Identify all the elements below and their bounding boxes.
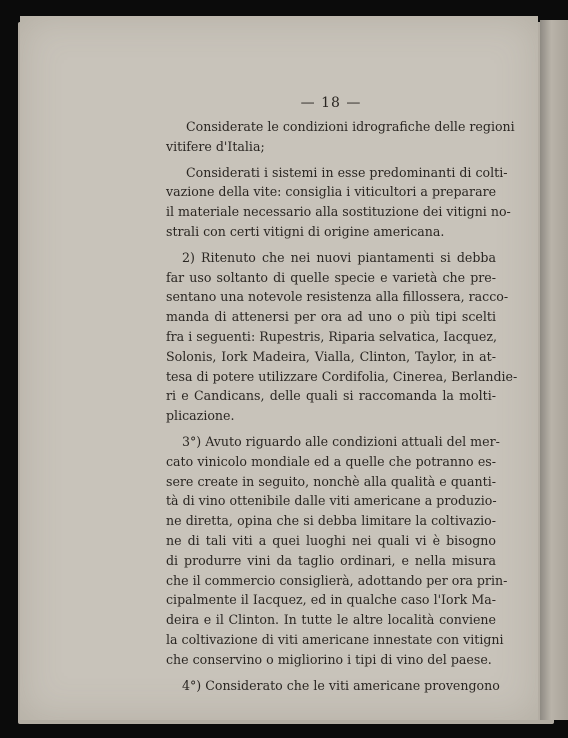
paragraph-ritenuto (166, 248, 518, 426)
paragraph-considerato (166, 676, 500, 696)
text-line: fra i seguenti: Rupestris, Riparia selvatica, Iacquez, (166, 328, 498, 344)
text-line: tà di vino ottenibile dalle viti americane a produzio- (166, 493, 497, 509)
text-line: plicazione. (166, 408, 235, 424)
text-line: che il commercio consiglierà, adottando per ora prin- (166, 572, 508, 588)
text-line: il materiale necessario alla sostituzione dei vitigni no- (166, 204, 511, 220)
text-line: 3°) Avuto riguardo alle condizioni attuali del mer- (182, 433, 500, 449)
page-text-block (166, 95, 518, 701)
text-line: di produrre vini da taglio ordinari, e nella misura (166, 552, 496, 568)
text-line: Considerati i sistemi in esse predominanti di colti- (186, 164, 508, 180)
text-line: 2) Ritenuto che nei nuovi piantamenti si debba (182, 249, 496, 265)
text-line: strali con certi vitigni di origine americana. (166, 223, 445, 239)
text-line: vazione della vite: consiglia i viticultori a preparare (166, 184, 497, 200)
paragraph-considerate (166, 117, 515, 157)
text-line: ri e Candicans, delle quali si raccomanda la molti- (166, 388, 496, 404)
text-line: Solonis, Iork Madeira, Vialla, Clinton, Taylor, in at- (166, 348, 496, 364)
page-number: — 18 — (300, 95, 362, 111)
text-line: cato vinicolo mondiale ed a quelle che potranno es- (166, 453, 496, 469)
paragraph-considerati (166, 163, 511, 242)
text-line: ne di tali viti a quei luoghi nei quali vi è bisogno (166, 532, 496, 548)
text-line: far uso soltanto di quelle specie e varietà che pre- (166, 269, 496, 285)
text-line: tesa di potere utilizzare Cordifolia, Cinerea, Berlandie- (166, 368, 518, 384)
text-line: Considerate le condizioni idrografiche delle regioni (186, 119, 515, 134)
text-line: ne diretta, opina che si debba limitare la coltivazio- (166, 513, 496, 529)
text-line: la coltivazione di viti americane innestate con vitigni (166, 631, 504, 647)
text-line: sere create in seguito, nonchè alla qualità e quanti- (166, 473, 496, 489)
text-line: deira e il Clinton. In tutte le altre località conviene (166, 612, 496, 628)
text-line: cipalmente il Iacquez, ed in qualche caso l'Iork Ma- (166, 592, 496, 608)
text-line: vitifere d'Italia; (166, 138, 265, 154)
text-line: 4°) Considerato che le viti americane provengono (182, 677, 500, 693)
paragraph-avuto (166, 432, 508, 670)
text-line: che conservino o migliorino i tipi di vino del paese. (166, 651, 492, 667)
text-line: manda di attenersi per ora ad uno o più tipi scelti (166, 309, 496, 325)
text-line: sentano una notevole resistenza alla fillossera, racco- (166, 289, 509, 305)
adjacent-page-edge (540, 20, 568, 720)
